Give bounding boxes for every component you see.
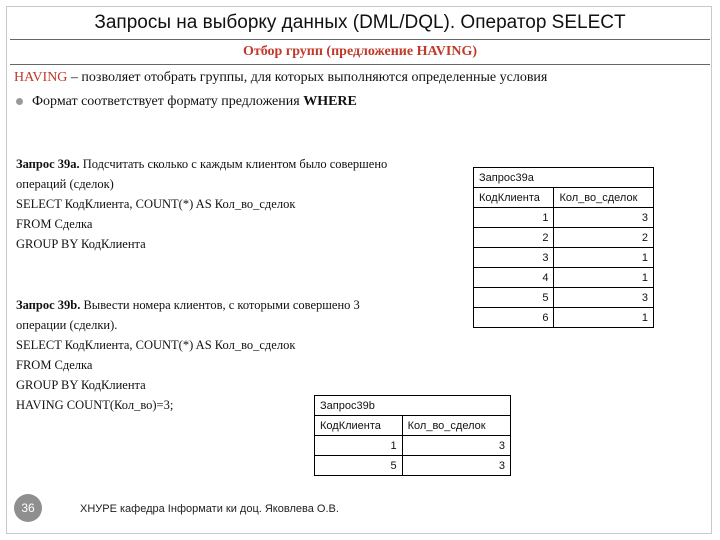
column-header: Кол_во_сделок: [402, 416, 510, 436]
table-cell: 3: [554, 208, 654, 228]
table-row: [474, 268, 654, 288]
query-39a-task: Подсчитать сколько с каждым клиентом было совершено: [79, 157, 388, 171]
table-caption-row: [474, 168, 654, 188]
query-line: FROM Сделка: [16, 217, 93, 231]
slide-number-badge: 36: [14, 494, 42, 522]
column-header: КодКлиента: [474, 188, 554, 208]
query-line: операций (сделок): [16, 177, 114, 191]
table-cell: 3: [554, 288, 654, 308]
table-cell: 3: [402, 456, 510, 476]
title-divider: [10, 39, 710, 40]
table-row: [474, 288, 654, 308]
table-cell: 1: [554, 308, 654, 328]
query-39a-label: Запрос 39а.: [16, 157, 80, 171]
query-line: SELECT КодКлиента, COUNT(*) AS Кол_во_сделок: [16, 197, 296, 211]
query-line: HAVING COUNT(Кол_во)=3;: [16, 398, 174, 412]
table-row: [474, 208, 654, 228]
table-cell: 2: [474, 228, 554, 248]
table-cell: 1: [315, 436, 403, 456]
result-table-39b: [314, 395, 511, 476]
query-39b-heading: [16, 295, 360, 315]
having-keyword: HAVING: [14, 70, 68, 85]
query-39a-block: [16, 154, 387, 254]
result-table-39a: [473, 167, 654, 328]
table-cell: 5: [474, 288, 554, 308]
table-row: [315, 436, 511, 456]
table-header-row: [474, 188, 654, 208]
table-caption-row: [315, 396, 511, 416]
query-39b-label: Запрос 39b.: [16, 298, 81, 312]
table-row: [474, 248, 654, 268]
having-definition: [14, 70, 547, 86]
table-row: [315, 456, 511, 476]
query-39b-task: Вывести номера клиентов, с которыми совершено 3: [80, 298, 360, 312]
table-cell: 5: [315, 456, 403, 476]
table-cell: 4: [474, 268, 554, 288]
table-row: [474, 228, 654, 248]
query-line: GROUP BY КодКлиента: [16, 237, 146, 251]
column-header: КодКлиента: [315, 416, 403, 436]
format-bullet-text: Формат соответствует формату предложения: [32, 94, 304, 109]
query-line: SELECT КодКлиента, COUNT(*) AS Кол_во_сделок: [16, 338, 296, 352]
table-caption: Запрос39а: [474, 168, 654, 188]
table-cell: 1: [554, 268, 654, 288]
slide-subtitle: Отбор групп (предложение HAVING): [242, 44, 478, 59]
query-line: операции (сделки).: [16, 318, 118, 332]
subtitle-divider: [10, 64, 710, 65]
query-39b-block: [16, 295, 360, 415]
slide-title: Запросы на выборку данных (DML/DQL). Оператор SELECT: [94, 12, 626, 33]
table-caption: Запрос39b: [315, 396, 511, 416]
table-cell: 6: [474, 308, 554, 328]
query-39a-heading: [16, 154, 387, 174]
where-keyword: WHERE: [303, 94, 357, 109]
table-row: [474, 308, 654, 328]
table-header-row: [315, 416, 511, 436]
having-description: – позволяет отобрать группы, для которых выполняются определенные условия: [67, 70, 548, 85]
table-cell: 1: [474, 208, 554, 228]
table-cell: 1: [554, 248, 654, 268]
table-cell: 3: [474, 248, 554, 268]
column-header: Кол_во_сделок: [554, 188, 654, 208]
table-cell: 2: [554, 228, 654, 248]
query-line: GROUP BY КодКлиента: [16, 378, 146, 392]
bullet-icon: [16, 98, 23, 105]
footer-text: ХНУРЕ кафедра Інформати ки доц. Яковлева О.В.: [80, 503, 339, 515]
table-cell: 3: [402, 436, 510, 456]
format-bullet: [16, 94, 357, 110]
query-line: FROM Сделка: [16, 358, 93, 372]
